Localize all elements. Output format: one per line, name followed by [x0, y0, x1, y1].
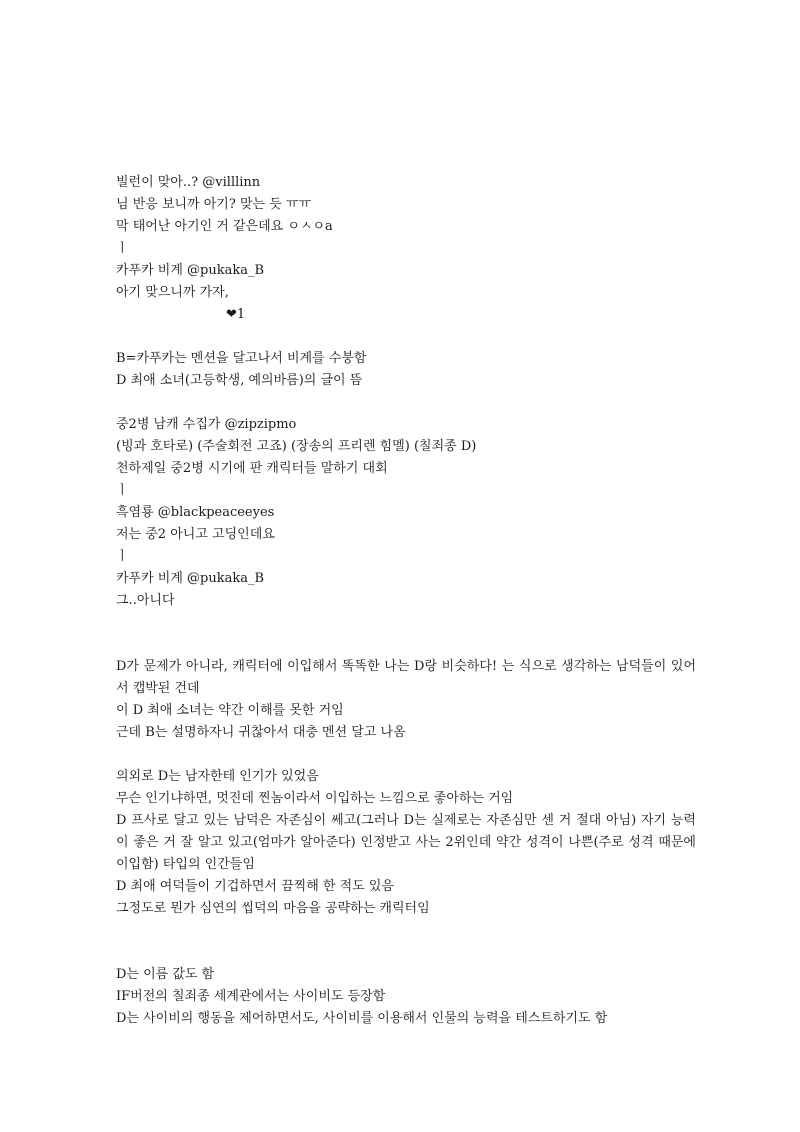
text-line: 근데 B는 설명하자니 귀찮아서 대충 멘션 달고 나옴 — [116, 725, 406, 740]
spacer — [116, 744, 696, 766]
text-line: 이 D 최애 소녀는 약간 이해를 못한 거임 — [116, 703, 344, 718]
text-line: 카푸카 비계 @pukaka_B — [116, 571, 265, 586]
paragraph: D가 문제가 아니라, 캐릭터에 이입해서 똑똑한 나는 D랑 비슷하다! 는 식으로 생각하는 남덕들이 있어서 캡박된 건데 — [116, 659, 696, 696]
text-line: 막 태어난 아기인 거 같은데요 ㅇㅅㅇa — [116, 219, 333, 234]
text-line: 아기 맞으니까 가자, — [116, 285, 229, 300]
text-line: D 최애 여덕들이 기겁하면서 끔찍해 한 적도 있음 — [116, 879, 394, 894]
text-line: (빙과 호타로) (주술회전 고죠) (장송의 프리렌 힘멜) (칠죄종 D) — [116, 439, 477, 454]
text-line: IF버전의 칠죄종 세계관에서는 사이비도 등장함 — [116, 989, 386, 1004]
paragraph: D 프사로 달고 있는 남덕은 자존심이 쎄고(그러나 D는 실제로는 자존심만 센 거 절대 아님) 자기 능력이 좋은 거 잘 알고 있고(엄마가 알아준다) 인정받고 사는 2위인데 약간 성격이 나쁜(주로 성격 때문에 이입함) 타입의 인간들임 — [116, 813, 696, 872]
text-line: 그정도로 뭔가 심연의 씹덕의 마음을 공략하는 캐릭터임 — [116, 901, 430, 916]
spacer — [116, 326, 696, 348]
text-line: 의외로 D는 남자한테 인기가 있었음 — [116, 769, 319, 784]
text-line: 천하제일 중2병 시기에 판 캐릭터들 말하기 대회 — [116, 461, 388, 476]
spacer — [116, 392, 696, 414]
text-line: 님 반응 보니까 아기? 맞는 듯 ㅠㅠ — [116, 197, 312, 212]
reply-divider: ㅣ — [116, 241, 129, 256]
text-line: 카푸카 비계 @pukaka_B — [116, 263, 265, 278]
document-body — [116, 172, 696, 1030]
text-line: 빌런이 맞아..? @villlinn — [116, 175, 261, 190]
spacer — [116, 612, 696, 656]
reply-divider: ㅣ — [116, 549, 129, 564]
text-line: 무슨 인기냐하면, 멋진데 찐놈이라서 이입하는 느낌으로 좋아하는 거임 — [116, 791, 514, 806]
like-count: ❤1 — [226, 307, 246, 322]
text-line: 흑염룡 @blackpeaceeyes — [116, 505, 275, 520]
text-line: D는 이름 값도 함 — [116, 967, 215, 982]
text-line: 저는 중2 아니고 고딩인데요 — [116, 527, 275, 542]
spacer — [116, 920, 696, 964]
text-line: D 최애 소녀(고등학생, 예의바름)의 글이 뜸 — [116, 373, 363, 388]
text-line: 중2병 남캐 수집가 @zipzipmo — [116, 417, 297, 432]
text-line: B=카푸카는 멘션을 달고나서 비계를 수붕함 — [116, 351, 367, 366]
reply-divider: ㅣ — [116, 483, 129, 498]
text-line: 그..아니다 — [116, 593, 175, 608]
text-line: D는 사이비의 행동을 제어하면서도, 사이비를 이용해서 인물의 능력을 테스트하기도 함 — [116, 1011, 608, 1026]
